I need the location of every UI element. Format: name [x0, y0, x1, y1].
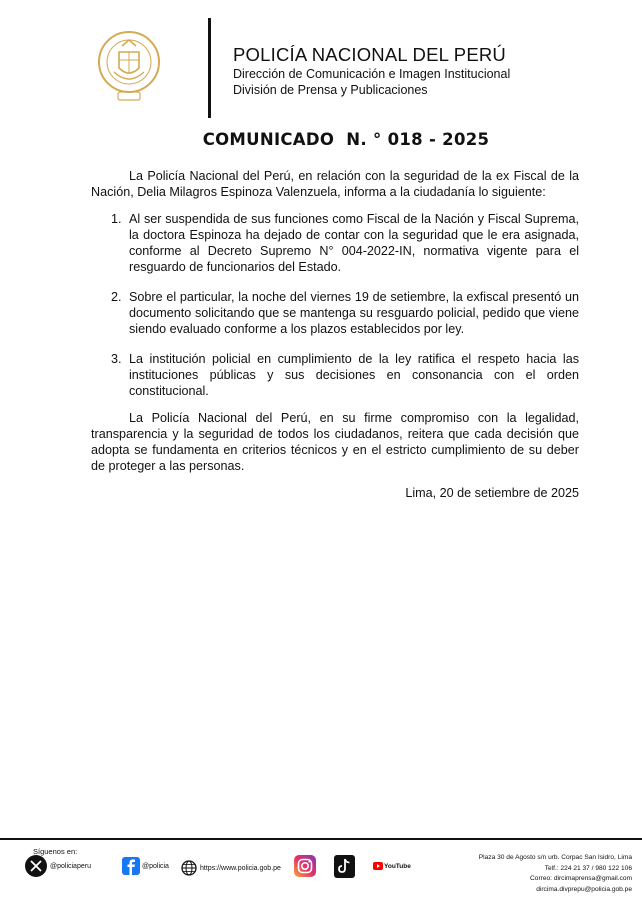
- x-icon: [25, 855, 47, 877]
- follow-label: Síguenos en:: [33, 847, 78, 856]
- list-item-number: 2.: [111, 290, 122, 304]
- closing-paragraph: La Policía Nacional del Perú, en su firme compromiso con la legalidad, transparencia y la seguridad de todos los ciudadanos, reitera que cada decisión que adopta se fundamenta en criterios técnicos y en el estricto cumplimiento de su deber de proteger a las personas.: [91, 411, 579, 473]
- facebook-social-link[interactable]: [122, 857, 169, 875]
- org-name: POLICÍA NACIONAL DEL PERÚ: [233, 44, 506, 65]
- instagram-icon: [294, 855, 316, 877]
- facebook-icon: [122, 857, 140, 875]
- email-secondary: dircima.divprepu@policia.gob.pe: [536, 885, 632, 893]
- list-item: [91, 289, 579, 337]
- document-title-wrap: [0, 130, 642, 149]
- intro-paragraph: La Policía Nacional del Perú, en relación con la seguridad de la ex Fiscal de la Nación, Delia Milagros Espinoza Valenzuela, informa a la ciudadanía lo siguiente:: [91, 169, 579, 199]
- division-name: División de Prensa y Publicaciones: [233, 83, 428, 97]
- document-body: [91, 168, 579, 501]
- header-divider: [208, 18, 211, 118]
- x-handle: @policiaperu: [50, 862, 91, 870]
- list-item: [91, 211, 579, 275]
- tiktok-icon: [334, 855, 355, 878]
- facebook-handle: @policia: [142, 862, 169, 870]
- header-organization: [233, 44, 510, 98]
- directorate-name: Dirección de Comunicación e Imagen Institucional: [233, 67, 511, 81]
- phones: Telf.: 224 21 37 / 980 122 106: [544, 864, 632, 872]
- list-item-number: 1.: [111, 212, 122, 226]
- contact-info: [402, 853, 632, 895]
- email: Correo: dircimaprensa@gmail.com: [530, 875, 632, 882]
- tiktok-social-link[interactable]: [334, 855, 355, 878]
- list-item-number: 3.: [111, 352, 122, 366]
- footer-divider: [0, 838, 642, 840]
- pnp-emblem-logo: [96, 24, 162, 106]
- list-item: [91, 351, 579, 399]
- numbered-list: [91, 211, 579, 399]
- list-item-text: Sobre el particular, la noche del viernes 19 de setiembre, la exfiscal presentó un documento solicitando que se mantenga su resguardo policial, pedido que viene siendo evaluado conforme a los plazos establecidos por ley.: [129, 290, 579, 336]
- website-link[interactable]: [181, 860, 281, 876]
- globe-icon: [181, 860, 197, 876]
- list-item-text: La institución policial en cumplimiento de la ley ratifica el respeto hacia las instituciones públicas y sus decisiones en consonancia con el orden constitucional.: [129, 352, 579, 398]
- youtube-icon: [373, 862, 383, 870]
- document-title: COMUNICADO N. ° 018 - 2025: [202, 130, 490, 149]
- list-item-text: Al ser suspendida de sus funciones como Fiscal de la Nación y Fiscal Suprema, la doctora Espinoza ha dejado de contar con la seguridad que le era asignada, conforme al Decreto Supremo N° 004-2022-IN, normativa vigente para el resguardo de funcionarios del Estado.: [129, 212, 579, 274]
- youtube-label: YouTube: [384, 862, 411, 870]
- address: Plaza 30 de Agosto s/n urb. Corpac San Isidro, Lima: [478, 854, 632, 861]
- signoff-date: Lima, 20 de setiembre de 2025: [405, 486, 579, 500]
- x-social-link[interactable]: [25, 855, 91, 877]
- instagram-social-link[interactable]: [294, 855, 316, 877]
- website-url: https://www.policia.gob.pe: [200, 864, 281, 872]
